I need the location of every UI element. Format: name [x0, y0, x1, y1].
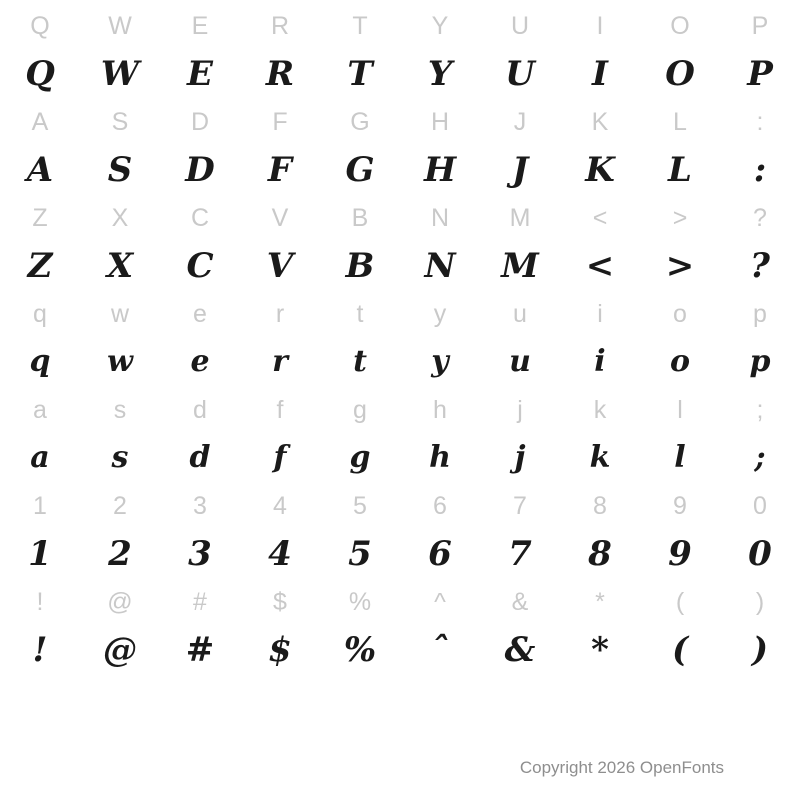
glyph-cell: D — [185, 150, 215, 190]
glyph-cell: E — [187, 54, 213, 94]
glyph-cell: u — [509, 344, 531, 379]
reference-cell: L — [673, 107, 687, 136]
glyph-cell: a — [30, 440, 50, 475]
glyph-cell: f — [273, 440, 287, 475]
reference-cell: $ — [273, 587, 287, 616]
reference-cell: M — [509, 203, 531, 232]
glyph-cell: W — [100, 54, 140, 94]
reference-cell: Q — [30, 11, 50, 40]
reference-cell: ) — [755, 587, 765, 616]
reference-cell: A — [31, 107, 49, 136]
glyph-row-qwerty-upper — [0, 50, 800, 98]
glyph-cell: r — [272, 344, 288, 379]
reference-cell: s — [113, 395, 127, 424]
glyph-cell: B — [345, 246, 375, 286]
glyph-row-qwerty-lower — [0, 338, 800, 386]
reference-cell: ; — [756, 395, 764, 424]
reference-cell: 7 — [513, 491, 527, 520]
glyph-cell: > — [665, 246, 695, 286]
reference-cell: % — [348, 587, 372, 616]
reference-cell: u — [513, 299, 527, 328]
glyph-row-asdf-lower — [0, 434, 800, 482]
reference-cell: S — [111, 107, 129, 136]
glyph-cell: U — [505, 54, 535, 94]
reference-cell: V — [271, 203, 289, 232]
reference-cell: C — [190, 203, 210, 232]
glyph-cell: N — [424, 246, 456, 286]
glyph-cell: ; — [754, 440, 766, 475]
glyph-cell: o — [669, 344, 690, 379]
glyph-cell: & — [504, 630, 536, 670]
glyph-cell: $ — [268, 630, 292, 670]
glyph-cell: 9 — [668, 534, 692, 574]
glyph-cell: C — [186, 246, 214, 286]
glyph-cell: y — [431, 344, 449, 379]
reference-cell: G — [350, 107, 370, 136]
glyph-cell: ) — [751, 630, 769, 670]
glyph-cell: % — [343, 630, 377, 670]
reference-cell: E — [191, 11, 209, 40]
glyph-cell: J — [511, 150, 529, 190]
reference-cell: p — [753, 299, 767, 328]
glyph-cell: j — [514, 440, 526, 475]
glyph-cell: p — [749, 344, 771, 379]
reference-cell: g — [353, 395, 367, 424]
reference-cell: 6 — [433, 491, 447, 520]
glyph-cell: S — [107, 150, 133, 190]
glyph-cell: 2 — [108, 534, 132, 574]
reference-cell: e — [193, 299, 207, 328]
glyph-cell: # — [185, 630, 215, 670]
reference-cell: F — [272, 107, 288, 136]
glyph-row-zxcv-upper — [0, 242, 800, 290]
reference-cell: q — [33, 299, 47, 328]
glyph-cell: g — [349, 440, 371, 475]
reference-row-symbols — [0, 578, 800, 626]
glyph-cell: T — [347, 54, 373, 94]
glyph-cell: F — [267, 150, 293, 190]
reference-cell: h — [433, 395, 447, 424]
glyph-row-symbols — [0, 626, 800, 674]
reference-cell: 4 — [273, 491, 287, 520]
glyph-cell: 6 — [428, 534, 452, 574]
reference-cell: U — [510, 11, 530, 40]
glyph-cell: O — [665, 54, 695, 94]
reference-cell: Z — [32, 203, 48, 232]
glyph-cell: w — [107, 344, 133, 379]
glyph-cell: 4 — [268, 534, 292, 574]
reference-row-qwerty-upper — [0, 2, 800, 50]
glyph-cell: : — [753, 150, 767, 190]
reference-cell: ? — [753, 203, 767, 232]
reference-cell: N — [430, 203, 450, 232]
reference-cell: P — [751, 11, 769, 40]
reference-cell: y — [433, 299, 447, 328]
reference-cell: k — [593, 395, 607, 424]
reference-cell: Y — [431, 11, 449, 40]
reference-cell: ^ — [434, 587, 446, 616]
glyph-cell: 0 — [748, 534, 772, 574]
glyph-cell: G — [345, 150, 375, 190]
reference-cell: j — [517, 395, 523, 424]
glyph-cell: I — [592, 54, 608, 94]
glyph-cell: * — [591, 630, 609, 670]
reference-cell: a — [33, 395, 47, 424]
glyph-cell: 7 — [508, 534, 532, 574]
glyph-row-digits — [0, 530, 800, 578]
glyph-cell: t — [353, 344, 367, 379]
glyph-row-asdf-upper — [0, 146, 800, 194]
reference-cell: 3 — [193, 491, 207, 520]
glyph-cell: M — [501, 246, 539, 286]
reference-cell: w — [110, 299, 130, 328]
reference-cell: D — [190, 107, 210, 136]
glyph-cell: ? — [750, 246, 770, 286]
glyph-cell: Y — [427, 54, 453, 94]
glyph-cell: H — [423, 150, 457, 190]
reference-cell: X — [111, 203, 129, 232]
reference-cell: r — [275, 299, 285, 328]
reference-cell: R — [270, 11, 290, 40]
reference-cell: I — [596, 11, 604, 40]
reference-cell: 5 — [353, 491, 367, 520]
reference-cell: < — [592, 203, 608, 232]
reference-row-asdf-lower — [0, 386, 800, 434]
glyph-cell: 8 — [588, 534, 612, 574]
glyph-cell: e — [190, 344, 210, 379]
glyph-cell: < — [585, 246, 615, 286]
glyph-cell: @ — [103, 630, 137, 670]
reference-cell: 1 — [33, 491, 47, 520]
reference-cell: o — [673, 299, 687, 328]
reference-cell: T — [352, 11, 368, 40]
copyright-notice: Copyright 2026 OpenFonts — [519, 758, 724, 777]
reference-row-digits — [0, 482, 800, 530]
glyph-cell: ! — [32, 630, 48, 670]
reference-cell: # — [193, 587, 207, 616]
reference-cell: H — [430, 107, 450, 136]
reference-cell: K — [591, 107, 609, 136]
reference-cell: ( — [675, 587, 685, 616]
glyph-cell: ˆ — [431, 630, 449, 670]
glyph-cell: P — [747, 54, 773, 94]
glyph-cell: d — [189, 440, 211, 475]
reference-cell: > — [672, 203, 688, 232]
reference-cell: @ — [107, 587, 133, 616]
glyph-cell: X — [106, 246, 134, 286]
glyph-cell: k — [589, 440, 611, 475]
reference-cell: * — [595, 587, 605, 616]
glyph-cell: 1 — [28, 534, 52, 574]
reference-cell: W — [108, 11, 132, 40]
glyph-cell: 3 — [188, 534, 212, 574]
reference-cell: l — [677, 395, 683, 424]
reference-row-asdf-upper — [0, 98, 800, 146]
glyph-cell: q — [29, 344, 51, 379]
glyph-cell: R — [265, 54, 295, 94]
reference-cell: t — [356, 299, 364, 328]
glyph-cell: i — [594, 344, 606, 379]
reference-cell: ! — [36, 587, 44, 616]
reference-cell: 0 — [753, 491, 767, 520]
glyph-cell: Q — [25, 54, 55, 94]
reference-cell: 8 — [593, 491, 607, 520]
glyph-cell: 5 — [348, 534, 372, 574]
glyph-cell: ( — [671, 630, 689, 670]
reference-row-qwerty-lower — [0, 290, 800, 338]
reference-cell: : — [756, 107, 764, 136]
glyph-cell: L — [668, 150, 692, 190]
glyph-cell: h — [429, 440, 451, 475]
reference-cell: 2 — [113, 491, 127, 520]
glyph-cell: Z — [27, 246, 53, 286]
glyph-cell: l — [674, 440, 686, 475]
reference-cell: d — [193, 395, 207, 424]
glyph-cell: s — [111, 440, 129, 475]
reference-cell: J — [513, 107, 527, 136]
reference-cell: O — [670, 11, 690, 40]
reference-cell: & — [511, 587, 529, 616]
glyph-cell: K — [585, 150, 615, 190]
reference-cell: i — [597, 299, 603, 328]
glyph-cell: A — [26, 150, 54, 190]
reference-cell: 9 — [673, 491, 687, 520]
reference-row-zxcv-upper — [0, 194, 800, 242]
reference-cell: B — [351, 203, 369, 232]
glyph-cell: V — [266, 246, 294, 286]
reference-cell: f — [276, 395, 284, 424]
